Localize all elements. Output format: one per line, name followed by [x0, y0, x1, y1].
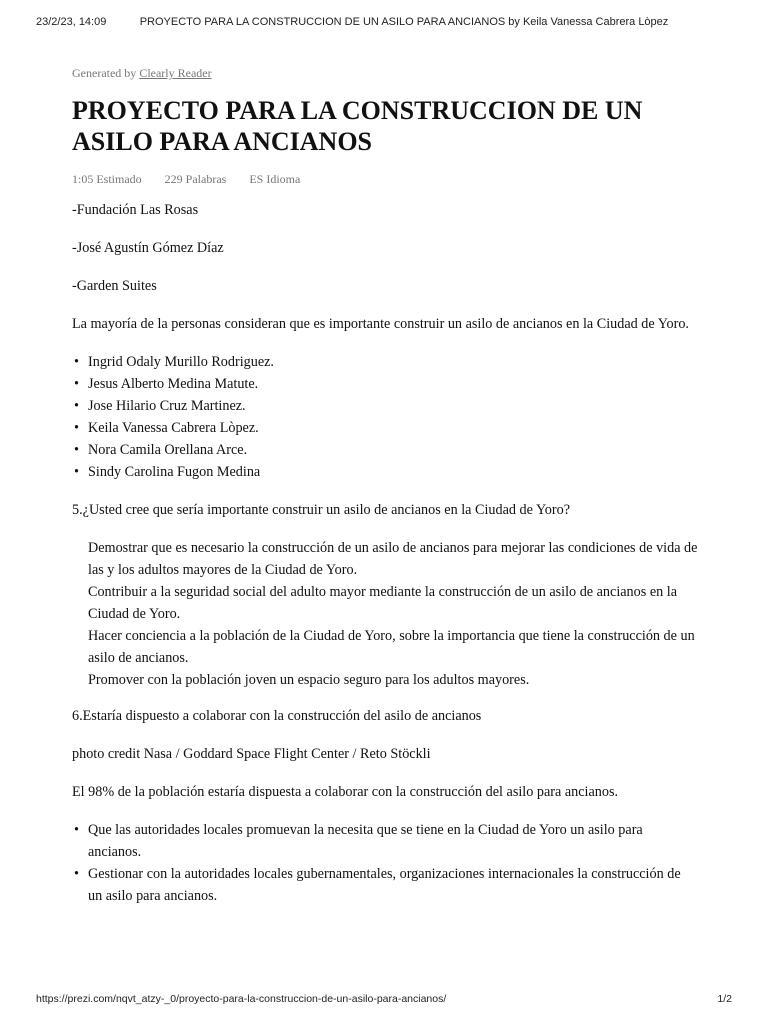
question-6: 6.Estaría dispuesto a colaborar con la construcción del asilo de ancianos	[72, 708, 482, 724]
clearly-reader-link[interactable]: Clearly Reader	[139, 66, 212, 80]
bullet-icon: •	[74, 420, 79, 436]
recommendations-list	[72, 819, 698, 907]
generated-by	[72, 66, 698, 81]
bullet-icon: •	[74, 866, 79, 882]
reading-time: 1:05 Estimado	[72, 172, 142, 186]
print-header	[36, 16, 732, 32]
objective-line: Promover con la población joven un espacio seguro para los adultos mayores.	[88, 672, 530, 688]
paragraph: -Fundación Las Rosas	[72, 202, 199, 218]
page-url: https://prezi.com/nqvt_atzy-_0/proyecto-para-la-construccion-de-un-asilo-para-ancianos/	[36, 993, 447, 1005]
list-item: • Keila Vanessa Cabrera Lòpez.	[88, 417, 698, 439]
list-item: • Jose Hilario Cruz Martinez.	[88, 395, 698, 417]
members-list	[72, 351, 698, 483]
bullet-icon: •	[74, 464, 79, 480]
objectives-block	[72, 537, 698, 691]
objective-line: Contribuir a la seguridad social del adulto mayor mediante la construcción de un asilo de ancianos en la Ciudad de Yoro.	[88, 584, 677, 622]
print-footer	[36, 993, 732, 1009]
paragraph: -José Agustín Gómez Díaz	[72, 240, 224, 256]
language: ES Idioma	[249, 172, 301, 186]
bullet-icon: •	[74, 398, 79, 414]
paragraph: -Garden Suites	[72, 278, 157, 294]
generated-by-label: Generated by	[72, 66, 137, 80]
article	[72, 66, 698, 923]
list-item: • Nora Camila Orellana Arce.	[88, 439, 698, 461]
bullet-icon: •	[74, 442, 79, 458]
list-item: • Sindy Carolina Fugon Medina	[88, 461, 698, 483]
page-number: 1/2	[717, 993, 732, 1005]
list-item: • Que las autoridades locales promuevan la necesita que se tiene en la Ciudad de Yoro un asilo para ancianos.	[88, 819, 698, 863]
bullet-icon: •	[74, 822, 79, 838]
objective-line: Hacer conciencia a la población de la Ciudad de Yoro, sobre la importancia que tiene la construcción de un asilo de ancianos.	[88, 628, 695, 666]
photo-credit: photo credit Nasa / Goddard Space Flight Center / Reto Stöckli	[72, 746, 431, 762]
list-item: • Gestionar con la autoridades locales gubernamentales, organizaciones internacionales la construcción de un asilo para ancianos.	[88, 863, 698, 907]
list-item: • Ingrid Odaly Murillo Rodriguez.	[88, 351, 698, 373]
print-date: 23/2/23, 14:09	[36, 16, 107, 28]
bullet-icon: •	[74, 376, 79, 392]
article-meta	[72, 172, 698, 187]
word-count: 229 Palabras	[164, 172, 227, 186]
print-title: PROYECTO PARA LA CONSTRUCCION DE UN ASILO PARA ANCIANOS by Keila Vanessa Cabrera Lòpez	[139, 16, 669, 28]
objective-line: Demostrar que es necesario la construcción de un asilo de ancianos para mejorar las condiciones de vida de las y los adultos mayores de la Ciudad de Yoro.	[88, 540, 698, 578]
bullet-icon: •	[74, 354, 79, 370]
page-title: PROYECTO PARA LA CONSTRUCCION DE UN ASILO PARA ANCIANOS	[72, 96, 643, 156]
question-5: 5.¿Usted cree que sería importante construir un asilo de ancianos en la Ciudad de Yoro?	[72, 502, 570, 518]
list-item: • Jesus Alberto Medina Matute.	[88, 373, 698, 395]
survey-result: El 98% de la población estaría dispuesta a colaborar con la construcción del asilo para ancianos.	[72, 784, 619, 800]
paragraph: La mayoría de la personas consideran que es importante construir un asilo de ancianos en la Ciudad de Yoro.	[72, 316, 689, 332]
